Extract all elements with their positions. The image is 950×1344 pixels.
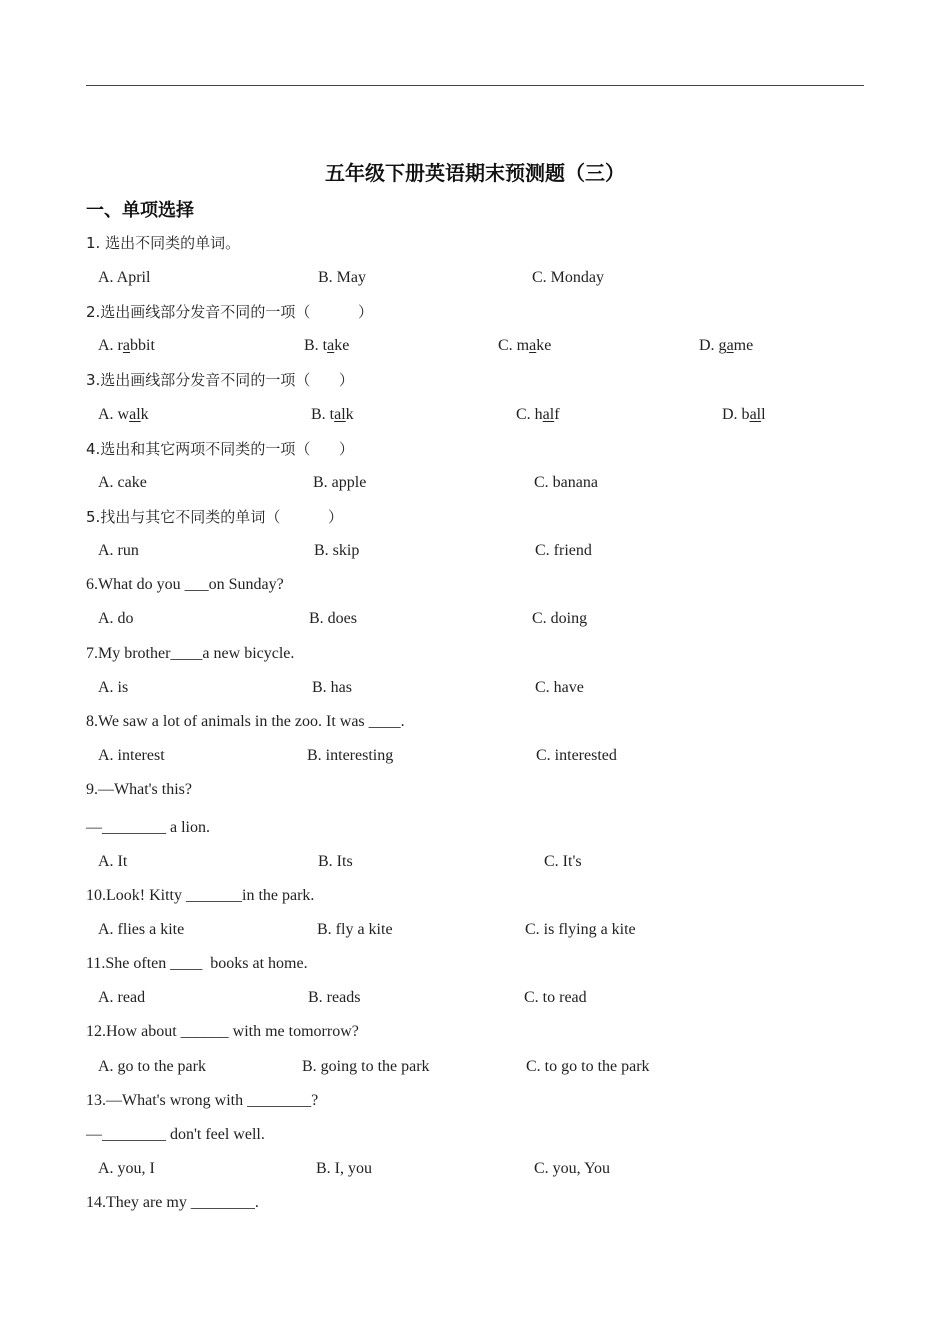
question-5-stem: 5.找出与其它不同类的单词（ ） xyxy=(86,508,343,526)
q5-option-b: B. skip xyxy=(314,542,360,559)
question-3-stem: 3.选出画线部分发音不同的一项（ ） xyxy=(86,371,354,389)
q9-option-b: B. Its xyxy=(318,853,353,870)
q7-option-c: C. have xyxy=(535,679,584,696)
q2-option-d: D. game xyxy=(699,337,754,354)
q7-option-b: B. has xyxy=(312,679,352,696)
question-6-stem: 6.What do you ___on Sunday? xyxy=(86,576,284,593)
q9-option-c: C. It's xyxy=(544,853,582,870)
question-8-stem: 8.We saw a lot of animals in the zoo. It was ____. xyxy=(86,713,405,730)
q11-option-a: A. read xyxy=(98,989,146,1006)
q6-option-b: B. does xyxy=(309,610,357,627)
q8-option-c: C. interested xyxy=(536,747,617,764)
question-11-stem: 11.She often ____ books at home. xyxy=(86,955,308,972)
q11-option-b: B. reads xyxy=(308,989,361,1006)
q2-option-a: A. rabbit xyxy=(98,337,155,354)
q5-option-a: A. run xyxy=(98,542,139,559)
question-1-stem: 1. 选出不同类的单词。 xyxy=(86,234,241,252)
question-10-stem: 10.Look! Kitty _______in the park. xyxy=(86,887,315,904)
q3-option-b: B. talk xyxy=(311,406,354,423)
question-13-stem: 13.—What's wrong with ________? xyxy=(86,1092,319,1109)
q3-option-a: A. walk xyxy=(98,406,149,423)
question-4-stem: 4.选出和其它两项不同类的一项（ ） xyxy=(86,440,354,458)
q8-option-b: B. interesting xyxy=(307,747,394,764)
section-heading: 一、单项选择 xyxy=(86,200,194,221)
page-title: 五年级下册英语期末预测题（三） xyxy=(325,161,625,185)
question-7-stem: 7.My brother____a new bicycle. xyxy=(86,645,295,662)
q12-option-b: B. going to the park xyxy=(302,1058,430,1075)
q1-option-c: C. Monday xyxy=(532,269,604,286)
q2-option-c: C. make xyxy=(498,337,552,354)
q13-option-c: C. you, You xyxy=(534,1160,611,1177)
question-13-stem-2: —________ don't feel well. xyxy=(86,1126,265,1143)
q6-option-c: C. doing xyxy=(532,610,588,627)
q3-option-c: C. half xyxy=(516,406,560,423)
q12-option-a: A. go to the park xyxy=(98,1058,206,1075)
q13-option-b: B. I, you xyxy=(316,1160,372,1177)
question-14-stem: 14.They are my ________. xyxy=(86,1194,259,1211)
q4-option-b: B. apple xyxy=(313,474,367,491)
q4-option-c: C. banana xyxy=(534,474,598,491)
q3-option-d: D. ball xyxy=(722,406,766,423)
q4-option-a: A. cake xyxy=(98,474,147,491)
question-12-stem: 12.How about ______ with me tomorrow? xyxy=(86,1023,359,1040)
question-9-stem-2: —________ a lion. xyxy=(86,819,210,836)
q10-option-a: A. flies a kite xyxy=(98,921,185,938)
question-9-stem: 9.—What's this? xyxy=(86,781,192,798)
q5-option-c: C. friend xyxy=(535,542,592,559)
q13-option-a: A. you, I xyxy=(98,1160,155,1177)
q2-option-b: B. take xyxy=(304,337,350,354)
question-2-stem: 2.选出画线部分发音不同的一项（ ） xyxy=(86,303,373,321)
q12-option-c: C. to go to the park xyxy=(526,1058,650,1075)
q10-option-b: B. fly a kite xyxy=(317,921,393,938)
q1-option-b: B. May xyxy=(318,269,366,286)
header-rule xyxy=(86,85,864,86)
q10-option-c: C. is flying a kite xyxy=(525,921,636,938)
q6-option-a: A. do xyxy=(98,610,134,627)
q9-option-a: A. It xyxy=(98,853,128,870)
q7-option-a: A. is xyxy=(98,679,129,696)
q8-option-a: A. interest xyxy=(98,747,165,764)
q1-option-a: A. April xyxy=(98,269,151,286)
q11-option-c: C. to read xyxy=(524,989,587,1006)
